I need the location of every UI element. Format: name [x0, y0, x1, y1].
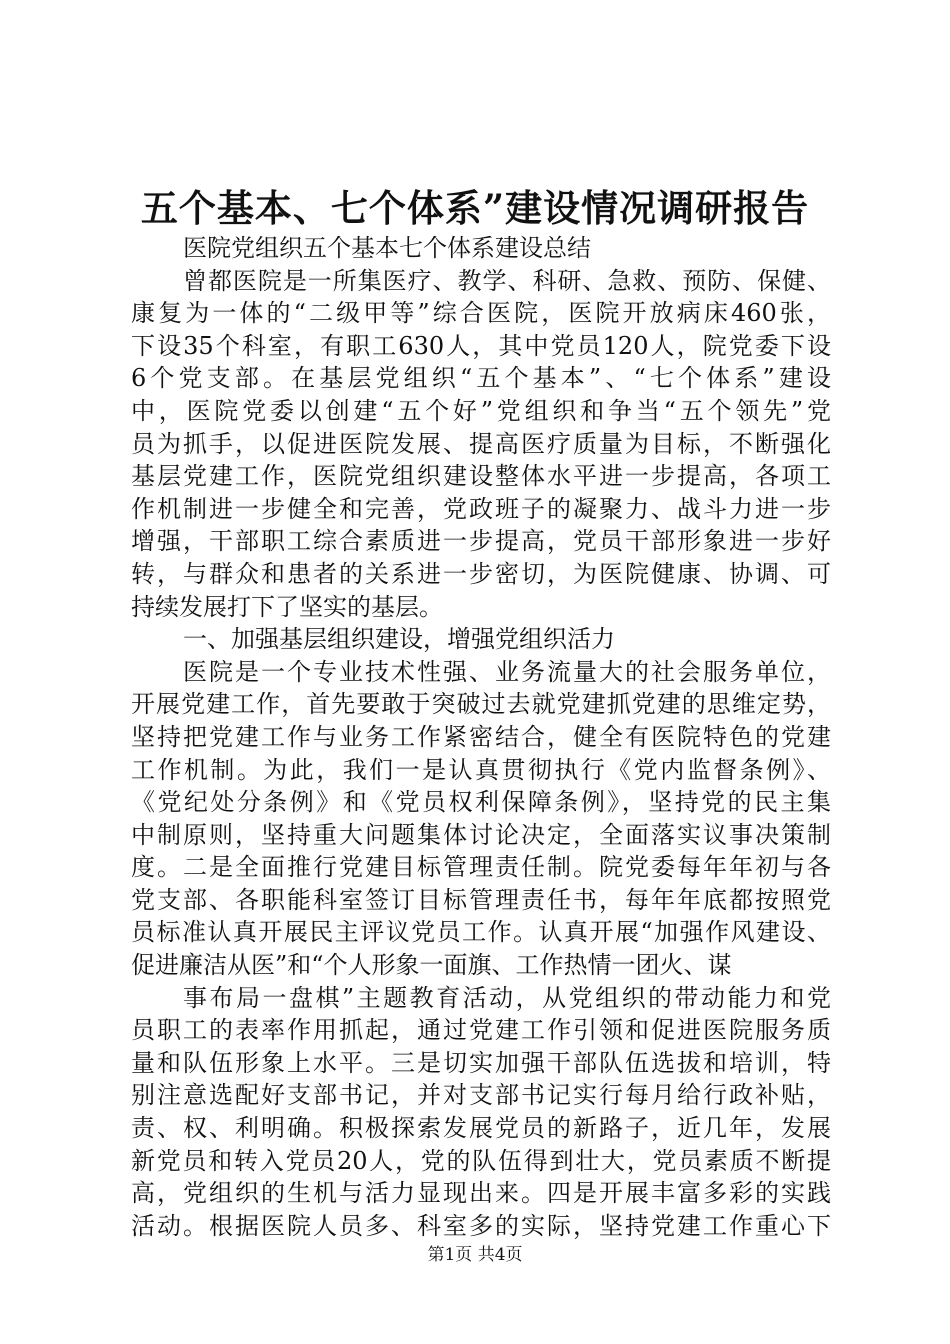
text-line: 员职工的表率作用抓起，通过党建工作引领和促进医院服务质: [131, 1016, 831, 1045]
document-body: [131, 232, 831, 1242]
text-line: 工作机制。为此，我们一是认真贯彻执行《党内监督条例》、: [131, 755, 831, 784]
text-line: 坚持把党建工作与业务工作紧密结合，健全有医院特色的党建: [131, 722, 831, 751]
text-line: 活动。根据医院人员多、科室多的实际，坚持党建工作重心下: [131, 1211, 831, 1240]
text-line: 医院党组织五个基本七个体系建设总结: [183, 234, 591, 262]
page-footer: 第1页 共4页: [427, 1245, 523, 1265]
text-line: 促进廉洁从医”和“个人形象一面旗、工作热情一团火、谋: [131, 951, 732, 980]
text-line: 别注意选配好支部书记，并对支部书记实行每月给行政补贴，: [131, 1081, 831, 1110]
text-line: 增强，干部职工综合素质进一步提高，党员干部形象进一步好: [131, 527, 831, 556]
text-line: 转，与群众和患者的关系进一步密切，为医院健康、协调、可: [131, 559, 831, 588]
text-line: 曾都医院是一所集医疗、教学、科研、急救、预防、保健、: [183, 266, 831, 295]
text-line: 中，医院党委以创建“五个好”党组织和争当“五个领先”党: [131, 396, 831, 425]
text-line: 量和队伍形象上水平。三是切实加强干部队伍选拔和培训，特: [131, 1048, 831, 1077]
text-line: 度。二是全面推行党建目标管理责任制。院党委每年年初与各: [131, 853, 831, 882]
text-line: 一、加强基层组织建设，增强党组织活力: [183, 625, 615, 654]
text-line: 责、权、利明确。积极探索发展党员的新路子，近几年，发展: [131, 1114, 831, 1143]
text-line: 员标准认真开展民主评议党员工作。认真开展“加强作风建设、: [131, 918, 831, 947]
text-line: 党支部、各职能科室签订目标管理责任书，每年年底都按照党: [131, 885, 831, 914]
text-line: 新党员和转入党员20人，党的队伍得到壮大，党员素质不断提: [131, 1146, 831, 1175]
text-line: 下设35个科室，有职工630人，其中党员120人，院党委下设: [131, 331, 831, 360]
text-line: 高，党组织的生机与活力显现出来。四是开展丰富多彩的实践: [131, 1179, 831, 1208]
text-line: 中制原则，坚持重大问题集体讨论决定，全面落实议事决策制: [131, 820, 831, 849]
text-line: 6个党支部。在基层党组织“五个基本”、“七个体系”建设: [131, 364, 831, 393]
document-title: 五个基本、七个体系”建设情况调研报告: [140, 186, 810, 230]
text-line: 开展党建工作，首先要敢于突破过去就党建抓党建的思维定势，: [131, 690, 831, 719]
text-line: 作机制进一步健全和完善，党政班子的凝聚力、战斗力进一步: [131, 494, 831, 523]
text-line: 《党纪处分条例》和《党员权利保障条例》，坚持党的民主集: [131, 788, 831, 817]
text-line: 基层党建工作，医院党组织建设整体水平进一步提高，各项工: [131, 462, 831, 491]
text-line: 持续发展打下了坚实的基层。: [131, 592, 443, 621]
text-line: 医院是一个专业技术性强、业务流量大的社会服务单位，: [183, 657, 831, 686]
text-line: 康复为一体的“二级甲等”综合医院，医院开放病床460张，: [131, 299, 831, 328]
text-line: 员为抓手，以促进医院发展、提高医疗质量为目标，不断强化: [131, 429, 831, 458]
text-line: 事布局一盘棋”主题教育活动，从党组织的带动能力和党: [183, 983, 831, 1012]
